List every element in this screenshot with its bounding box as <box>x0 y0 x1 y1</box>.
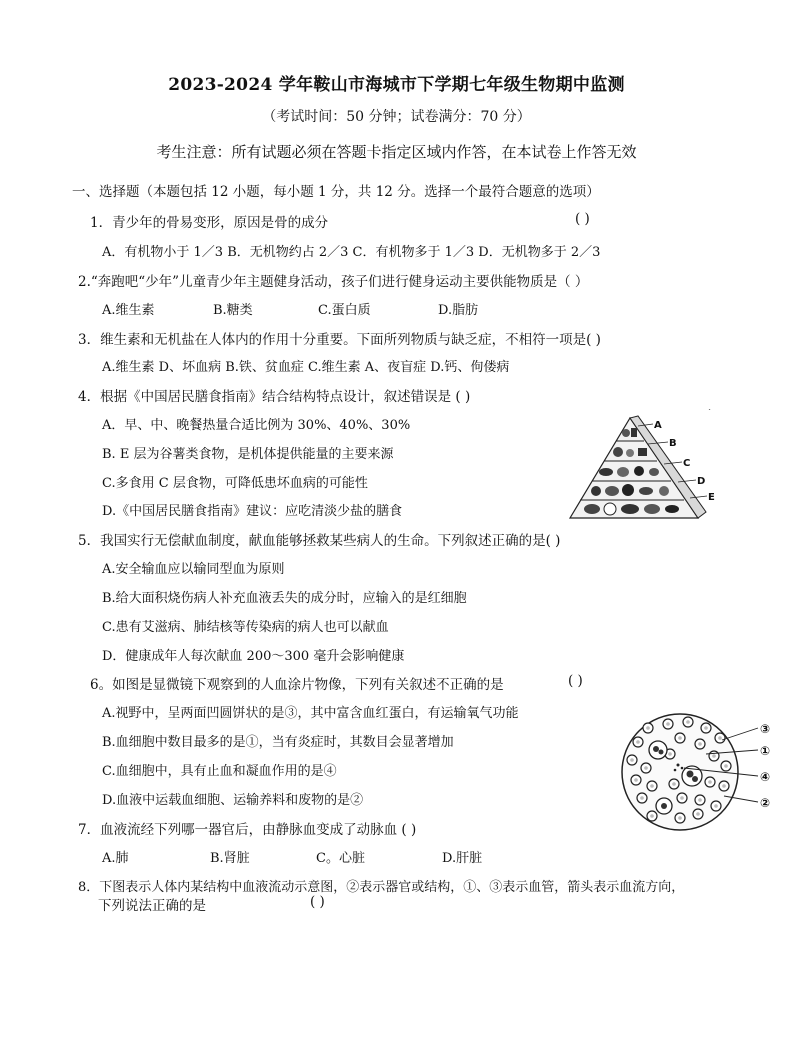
q7-option-c: C。心脏 <box>316 851 365 866</box>
q6-stem: 6。如图是显微镜下观察到的人血涂片物像，下列有关叙述不正确的是 <box>90 677 504 693</box>
q5-stem: 5．我国实行无偿献血制度，献血能够拯救某些病人的生命。下列叙述正确的是( ) <box>78 533 561 549</box>
q6-option-c: C.血细胞中，具有止血和凝血作用的是④ <box>102 764 337 779</box>
q4-option-a: A．早、中、晚餐热量合适比例为 30%、40%、30% <box>102 418 411 433</box>
food-pyramid-figure <box>560 410 730 522</box>
q2-option-a: A.维生素 <box>102 303 155 318</box>
q8-stem-continued: 下列说法正确的是 <box>98 898 206 914</box>
red-blood-cell-center <box>650 814 654 818</box>
red-blood-cell-center <box>678 736 682 740</box>
pyramid-label-c: C <box>683 458 691 469</box>
q1-stem: 1．青少年的骨易变形，原因是骨的成分 <box>90 215 329 231</box>
exam-info: （考试时间：50 分钟；试卷满分：70 分） <box>262 109 531 125</box>
red-blood-cell-center <box>698 798 702 802</box>
red-blood-cell-center <box>666 722 670 726</box>
q2-stem: 2.“奔跑吧“少年”儿童青少年主题健身活动，孩子们进行健身运动主要供能物质是（ ） <box>78 274 589 290</box>
q8-bracket: ( ) <box>310 894 325 910</box>
red-blood-cell-center <box>712 754 716 758</box>
q6-option-d: D.血液中运载血细胞、运输养料和废物的是② <box>102 793 364 808</box>
q3-options: A.维生素 D、坏血病 B.铁、贫血症 C.维生素 A、夜盲症 D.钙、佝偻病 <box>102 360 510 375</box>
red-blood-cell-center <box>680 796 684 800</box>
section-heading: 一、选择题（本题包括 12 小题，每小题 1 分，共 12 分。选择一个最符合题意的选项） <box>72 184 600 200</box>
red-blood-cell-center <box>704 726 708 730</box>
q8-stem: 8．下图表示人体内某结构中血液流动示意图，②表示器官或结构，①、③表示血管，箭头表示血流方向， <box>78 880 685 895</box>
q5-option-b: B.给大面积烧伤病人补充血液丢失的成分时，应输入的是红细胞 <box>102 591 467 606</box>
red-blood-cell-center <box>640 796 644 800</box>
red-blood-cell-center <box>644 766 648 770</box>
q1-bracket: ( ) <box>575 211 590 227</box>
red-blood-cell-center <box>646 726 650 730</box>
q7-option-a: A.肺 <box>102 851 129 866</box>
q1-options: A．有机物小于 1／3 B．无机物约占 2／3 C．有机物多于 1／3 D．无机物多于 2／3 <box>102 245 601 260</box>
red-blood-cell-center <box>698 742 702 746</box>
page-title: 2023-2024 学年鞍山市海城市下学期七年级生物期中监测 <box>168 75 625 95</box>
pyramid-label-d: D <box>697 476 706 487</box>
red-blood-cell-center <box>714 804 718 808</box>
q5-option-c: C.患有艾滋病、肺结核等传染病的病人也可以献血 <box>102 620 389 635</box>
q5-option-a: A.安全输血应以输同型血为原则 <box>102 562 285 577</box>
red-blood-cell-center <box>630 758 634 762</box>
q7-option-b: B.肾脏 <box>210 851 250 866</box>
q4-option-d: D.《中国居民膳食指南》建议：应吃清淡少盐的膳食 <box>102 504 403 519</box>
red-blood-cell-center <box>708 780 712 784</box>
red-blood-cell-center <box>718 736 722 740</box>
q4-option-b: B. E 层为谷薯类食物，是机体提供能量的主要来源 <box>102 447 394 462</box>
red-blood-cell-center <box>696 812 700 816</box>
red-blood-cell-center <box>722 784 726 788</box>
red-blood-cell-center <box>724 764 728 768</box>
red-blood-cell-center <box>636 740 640 744</box>
q6-option-a: A.视野中，呈两面凹圆饼状的是③，其中富含血红蛋白，有运输氧气功能 <box>102 706 519 721</box>
smear-label-1: ① <box>760 744 771 758</box>
smear-label-4: ④ <box>760 770 771 784</box>
red-blood-cell-center <box>650 784 654 788</box>
q3-stem: 3．维生素和无机盐在人体内的作用十分重要。下面所列物质与缺乏症，不相符一项是( ) <box>78 332 601 348</box>
q2-option-b: B.糖类 <box>213 303 253 318</box>
q2-option-c: C.蛋白质 <box>318 303 371 318</box>
q6-option-b: B.血细胞中数目最多的是①，当有炎症时，其数目会显著增加 <box>102 735 454 750</box>
blood-smear-figure <box>618 710 788 835</box>
pyramid-label-e: E <box>708 492 715 503</box>
q7-stem: 7．血液流经下列哪一器官后，由静脉血变成了动脉血 ( ) <box>78 822 417 838</box>
q7-option-d: D.肝脏 <box>442 851 483 866</box>
q5-option-d: D．健康成年人每次献血 200～300 毫升会影响健康 <box>102 649 405 664</box>
pyramid-label-a: A <box>654 420 662 431</box>
q4-stem: 4．根据《中国居民膳食指南》结合结构特点设计，叙述错误是 ( ) <box>78 389 471 405</box>
exam-notice: 考生注意：所有试题必须在答题卡指定区域内作答，在本试卷上作答无效 <box>156 143 637 161</box>
red-blood-cell-center <box>686 720 690 724</box>
red-blood-cell-center <box>634 778 638 782</box>
pyramid-label-b: B <box>669 438 677 449</box>
q6-bracket: ( ) <box>568 673 583 689</box>
smear-label-2: ② <box>760 796 771 810</box>
red-blood-cell-center <box>672 782 676 786</box>
q2-option-d: D.脂肪 <box>438 303 479 318</box>
q4-option-c: C.多食用 C 层食物，可降低患坏血病的可能性 <box>102 476 368 491</box>
red-blood-cell-center <box>678 816 682 820</box>
smear-label-3: ③ <box>760 722 771 736</box>
red-blood-cell-center <box>668 752 672 756</box>
